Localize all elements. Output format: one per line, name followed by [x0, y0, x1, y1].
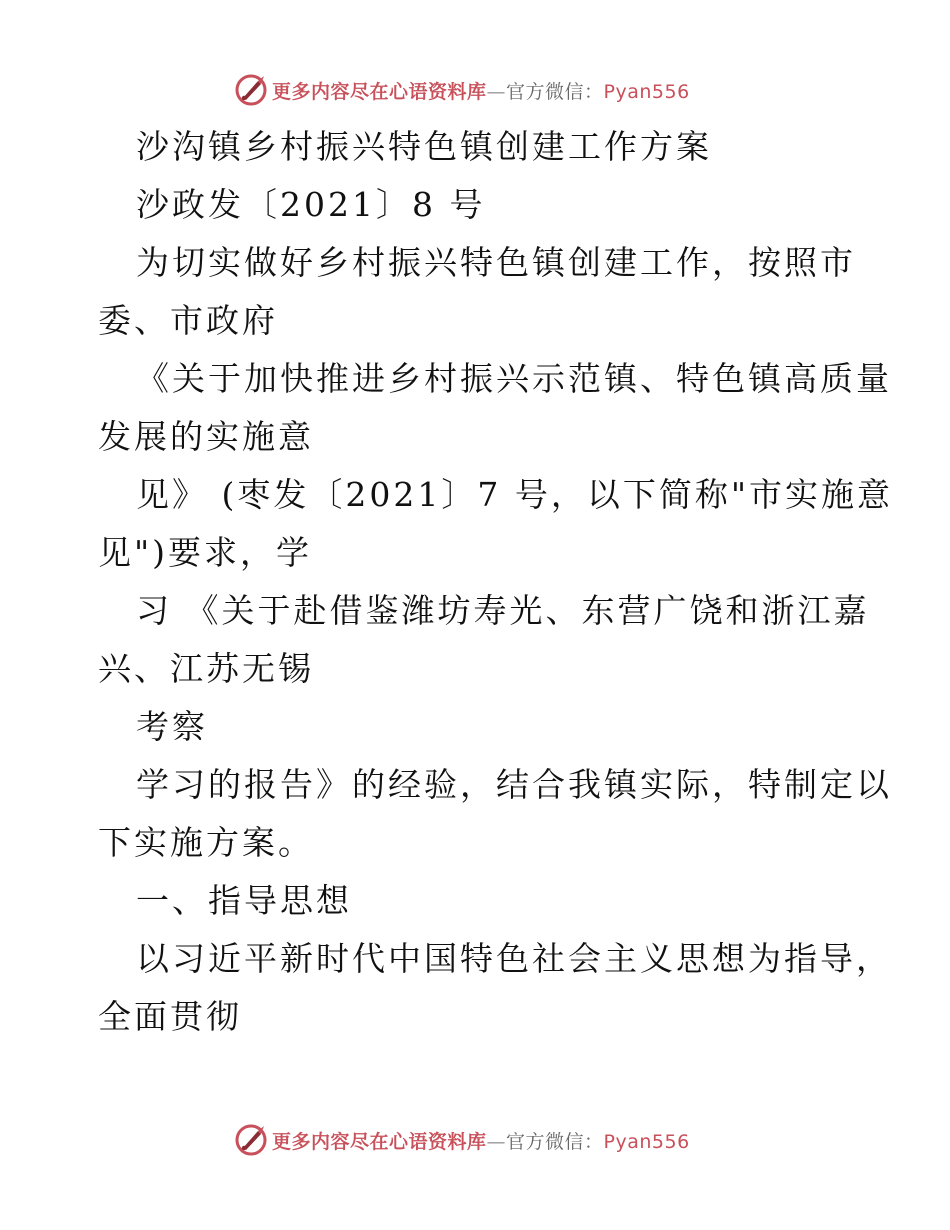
section-heading: 一、指导思想: [136, 881, 352, 920]
document-body: [98, 118, 894, 1046]
banner-wechat-label: 官方微信：: [506, 1130, 604, 1153]
banner-wechat-id: Pyan556: [603, 80, 690, 103]
paragraph-line: 习 《关于赴借鉴潍坊寿光、东营广饶和浙江嘉: [136, 591, 870, 630]
quill-logo-icon: [234, 73, 268, 107]
document-number: 沙政发〔2021〕8 号: [136, 185, 486, 224]
paragraph-line: 为切实做好乡村振兴特色镇创建工作，按照市: [136, 243, 856, 282]
paragraph-line: 以习近平新时代中国特色社会主义思想为指导，: [136, 939, 892, 978]
paragraph-line: 见")要求，学: [98, 533, 313, 572]
document-title: 沙沟镇乡村振兴特色镇创建工作方案: [136, 127, 712, 166]
paragraph-line: 全面贯彻: [98, 997, 242, 1036]
footer-banner: [234, 1120, 734, 1160]
header-banner: [234, 70, 734, 110]
banner-wechat-id: Pyan556: [603, 1130, 690, 1153]
banner-wechat-label: 官方微信：: [506, 80, 604, 103]
paragraph-line: 下实施方案。: [98, 823, 314, 862]
quill-logo-icon: [234, 1123, 268, 1157]
paragraph-line: 见》 (枣发〔2021〕7 号，以下简称"市实施意: [136, 475, 894, 514]
banner-main-text: 更多内容尽在心语资料库: [272, 80, 487, 103]
paragraph-line: 兴、江苏无锡: [98, 649, 314, 688]
banner-separator: —: [486, 80, 507, 103]
paragraph-line: 委、市政府: [98, 301, 278, 340]
banner-main-text: 更多内容尽在心语资料库: [272, 1130, 487, 1153]
paragraph-line: 《关于加快推进乡村振兴示范镇、特色镇高质量: [136, 359, 892, 398]
banner-separator: —: [486, 1130, 507, 1153]
paragraph-line: 发展的实施意: [98, 417, 314, 456]
paragraph-line: 学习的报告》的经验，结合我镇实际，特制定以: [136, 765, 892, 804]
paragraph-line: 考察: [136, 707, 208, 746]
